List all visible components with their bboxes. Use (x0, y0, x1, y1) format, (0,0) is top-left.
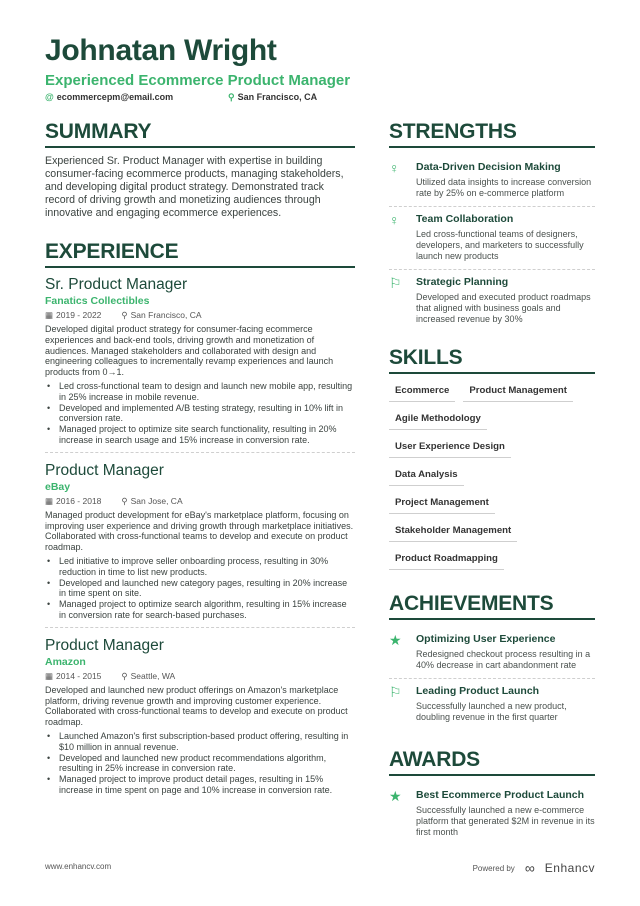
item-title: Strategic Planning (416, 276, 509, 288)
job-dates: 2019 - 2022 (56, 310, 102, 320)
awards-item (389, 783, 595, 845)
flag-icon: ⚐ (389, 684, 402, 700)
job-bullet: • Developed and launched new category pages, resulting in 20% increase in time spent on site. (45, 578, 355, 600)
strengths-item (389, 270, 595, 332)
skill-tag: User Experience Design (389, 435, 511, 458)
job-bullet: • Launched Amazon's first subscription-based product offering, resulting in $10 million in annual revenue. (45, 731, 355, 753)
item-text: Developed and executed product roadmaps that aligned with business goals and increased revenue by 30% (416, 292, 591, 324)
location-text: San Francisco, CA (237, 92, 318, 102)
company-name: Amazon (45, 655, 86, 668)
job-dates: 2016 - 2018 (56, 495, 102, 506)
job-bullet: • Managed project to optimize search algorithm, resulting in 15% increase in conversion rate for search-based purchases. (45, 599, 355, 621)
enhancv-logo-icon: ∞ (524, 860, 535, 876)
skill-tag: Agile Methodology (389, 407, 487, 430)
job-entry (45, 461, 355, 628)
strengths-item (389, 207, 595, 270)
strengths-item (389, 155, 595, 207)
job-bullet: • Developed and launched new product recommendations algorithm, resulting in 25% increase in conversion rate. (45, 753, 355, 775)
contact-location (228, 92, 317, 103)
job-title: Sr. Product Manager (45, 276, 188, 293)
email-text: ecommercepm@email.com (56, 92, 174, 102)
candidate-name: Johnatan Wright (45, 34, 277, 67)
achievements-item (389, 627, 595, 679)
star-icon: ★ (389, 632, 402, 648)
item-text: Successfully launched a new product, doubling revenue in the first quarter (416, 701, 567, 722)
skill-tag: Stakeholder Management (389, 519, 517, 542)
location-pin-icon: ⚲ (121, 310, 128, 320)
awards-heading: AWARDS (389, 748, 595, 776)
location-pin-icon: ⚲ (228, 92, 235, 102)
left-column (45, 120, 355, 810)
achievements-item (389, 679, 595, 730)
footer-url[interactable]: www.enhancv.com (45, 862, 112, 871)
company-name: eBay (45, 480, 71, 493)
job-bullet: • Managed project to improve product detail pages, resulting in 15% increase in time spent on page and 10% increase in conversion rate. (45, 774, 355, 796)
candidate-title: Experienced Ecommerce Product Manager (45, 72, 351, 89)
job-dates: 2014 - 2015 (56, 670, 102, 681)
summary-heading: SUMMARY (45, 120, 355, 148)
location-pin-icon: ⚲ (121, 670, 128, 681)
summary-text: Experienced Sr. Product Manager with expertise in building consumer-facing ecommerce products, managing stakeholders, and developing digital product strategy. Demonstrated track record of driving growth and monetizing audiences through innovative and engaging ecommerce experiences. (45, 155, 344, 219)
skill-tag: Product Roadmapping (389, 547, 504, 570)
item-title: Optimizing User Experience (416, 633, 556, 645)
achievements-heading: ACHIEVEMENTS (389, 592, 595, 620)
job-title: Product Manager (45, 461, 164, 479)
calendar-icon: ▦ (45, 310, 54, 320)
item-text: Utilized data insights to increase conversion rate by 25% on e-commerce platform (416, 177, 592, 198)
skills-heading: SKILLS (389, 346, 595, 374)
job-entry (45, 636, 355, 802)
job-bullet: • Managed project to optimize site search functionality, resulting in 20% increase in search usage and 15% increase in conversion rate. (45, 424, 355, 446)
job-description: Managed product development for eBay's marketplace platform, focusing on improving user experience and driving growth through marketplace initiatives. Collaborated with cross-functional teams to develop and execute on product roadmap. (45, 509, 354, 553)
job-description: Developed digital product strategy for consumer-facing ecommerce experiences and back-end tools, driving growth and monetization of audiences. Managed stakeholders and collaborated with design and engineering colleagues to incrementally revamp experiences and launch products from 0→1. (45, 324, 334, 378)
brand-name: Enhancv (544, 861, 595, 875)
footer (45, 860, 595, 876)
item-title: Leading Product Launch (416, 685, 540, 697)
calendar-icon: ▦ (45, 495, 54, 506)
job-title: Product Manager (45, 636, 164, 654)
job-bullet: • Led cross-functional team to design and launch new mobile app, resulting in 25% increase in mobile revenue. (45, 381, 355, 403)
flag-icon: ⚐ (389, 275, 402, 291)
experience-heading: EXPERIENCE (45, 240, 355, 268)
at-icon: @ (45, 92, 54, 102)
skill-tag: Product Management (463, 379, 573, 402)
lightbulb-icon: ♀ (389, 160, 400, 176)
contact-email[interactable] (45, 92, 173, 102)
item-text: Led cross-functional teams of designers, developers, and marketers to successfully launch new products (416, 229, 584, 261)
job-description: Developed and launched new product offerings on Amazon's marketplace platform, driving revenue growth and improving customer experience. Collaborated with cross-functional teams to develop and execute on product roadmap. (45, 684, 348, 728)
skill-tag: Data Analysis (389, 463, 464, 486)
item-title: Best Ecommerce Product Launch (416, 789, 585, 801)
skill-tag: Project Management (389, 491, 495, 514)
item-text: Redesigned checkout process resulting in a 40% decrease in cart abandonment rate (416, 649, 591, 670)
right-column (389, 120, 595, 845)
star-icon: ★ (389, 788, 402, 804)
location-pin-icon: ⚲ (121, 495, 128, 506)
skill-tag: Ecommerce (389, 379, 455, 402)
strengths-heading: STRENGTHS (389, 120, 595, 148)
item-text: Successfully launched a new e-commerce platform that generated $2M in revenue in its first month (416, 805, 595, 837)
job-location: San Francisco, CA (130, 310, 202, 320)
job-entry (45, 275, 355, 453)
job-bullet: • Developed and implemented A/B testing strategy, resulting in 10% lift in conversion rate. (45, 403, 355, 425)
job-bullet: • Led initiative to improve seller onboarding process, resulting in 30% reduction in time to list new products. (45, 556, 355, 578)
item-title: Team Collaboration (416, 213, 514, 225)
lightbulb-icon: ♀ (389, 212, 400, 228)
calendar-icon: ▦ (45, 670, 54, 681)
job-location: San Jose, CA (130, 495, 183, 506)
powered-by: Powered by (472, 863, 515, 873)
job-location: Seattle, WA (130, 670, 176, 681)
item-title: Data-Driven Decision Making (416, 161, 561, 173)
company-name: Fanatics Collectibles (45, 295, 150, 307)
